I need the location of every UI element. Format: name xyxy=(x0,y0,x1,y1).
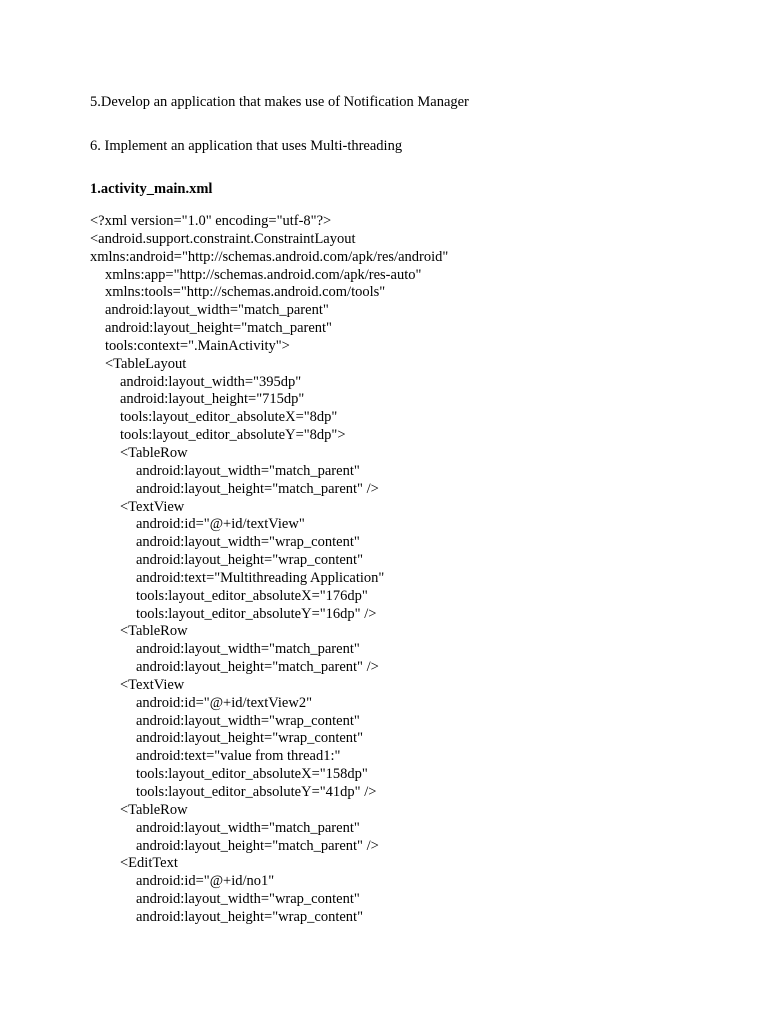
code-line: tools:layout_editor_absoluteY="16dp" /> xyxy=(136,605,377,622)
code-line: android:id="@+id/no1" xyxy=(136,873,275,890)
code-line: android:layout_width="wrap_content" xyxy=(136,891,360,908)
section-heading: 1.activity_main.xml xyxy=(90,181,213,197)
code-line: android:layout_height="715dp" xyxy=(120,391,305,408)
code-line: android:text="Multithreading Application" xyxy=(136,569,385,586)
code-line: android:layout_height="match_parent" /> xyxy=(136,480,379,497)
code-line: android:layout_width="match_parent" xyxy=(136,641,360,658)
list-item-5: 5.Develop an application that makes use of Notification Manager xyxy=(90,94,469,110)
code-line: android:layout_width="wrap_content" xyxy=(136,712,360,729)
code-line: <TextView xyxy=(120,676,185,693)
code-line: xmlns:app="http://schemas.android.com/apk/res-auto" xyxy=(105,266,422,283)
code-line: <TableLayout xyxy=(105,355,187,372)
code-line: <?xml version="1.0" encoding="utf-8"?> xyxy=(90,213,332,229)
code-line: android:text="value from thread1:" xyxy=(136,748,341,765)
code-line: <TableRow xyxy=(120,623,188,640)
code-line: android:layout_height="match_parent" /> xyxy=(136,837,379,854)
code-line: android:layout_height="wrap_content" xyxy=(136,730,363,747)
code-line: tools:layout_editor_absoluteX="8dp" xyxy=(120,409,338,426)
code-line: android:layout_width="match_parent" xyxy=(105,302,329,319)
code-line: xmlns:android="http://schemas.android.com/apk/res/android" xyxy=(90,248,449,265)
code-line: tools:layout_editor_absoluteX="158dp" xyxy=(136,766,368,783)
list-item-6: 6. Implement an application that uses Multi-threading xyxy=(90,138,403,154)
code-block xyxy=(90,213,448,927)
code-line: xmlns:tools="http://schemas.android.com/tools" xyxy=(105,284,386,301)
code-line: <TextView xyxy=(120,498,185,515)
code-line: <TableRow xyxy=(120,801,188,818)
code-line: android:layout_height="wrap_content" xyxy=(136,908,363,925)
code-line: android:layout_width="match_parent" xyxy=(136,819,360,836)
code-line: <TableRow xyxy=(120,444,188,461)
code-line: android:layout_height="wrap_content" xyxy=(136,552,363,569)
code-line: tools:layout_editor_absoluteX="176dp" xyxy=(136,587,368,604)
code-line: tools:context=".MainActivity"> xyxy=(105,337,290,354)
code-line: tools:layout_editor_absoluteY="8dp"> xyxy=(120,427,346,444)
code-line: <EditText xyxy=(120,855,178,872)
code-line: android:layout_height="match_parent" xyxy=(105,320,332,337)
code-line: android:layout_height="match_parent" /> xyxy=(136,659,379,676)
code-line: tools:layout_editor_absoluteY="41dp" /> xyxy=(136,784,377,800)
code-line: android:layout_width="match_parent" xyxy=(136,462,360,479)
code-line: android:layout_width="wrap_content" xyxy=(136,534,360,551)
code-line: android:id="@+id/textView2" xyxy=(136,694,312,711)
code-line: <android.support.constraint.ConstraintLayout xyxy=(90,230,356,247)
code-line: android:id="@+id/textView" xyxy=(136,516,305,533)
code-line: android:layout_width="395dp" xyxy=(120,373,302,390)
